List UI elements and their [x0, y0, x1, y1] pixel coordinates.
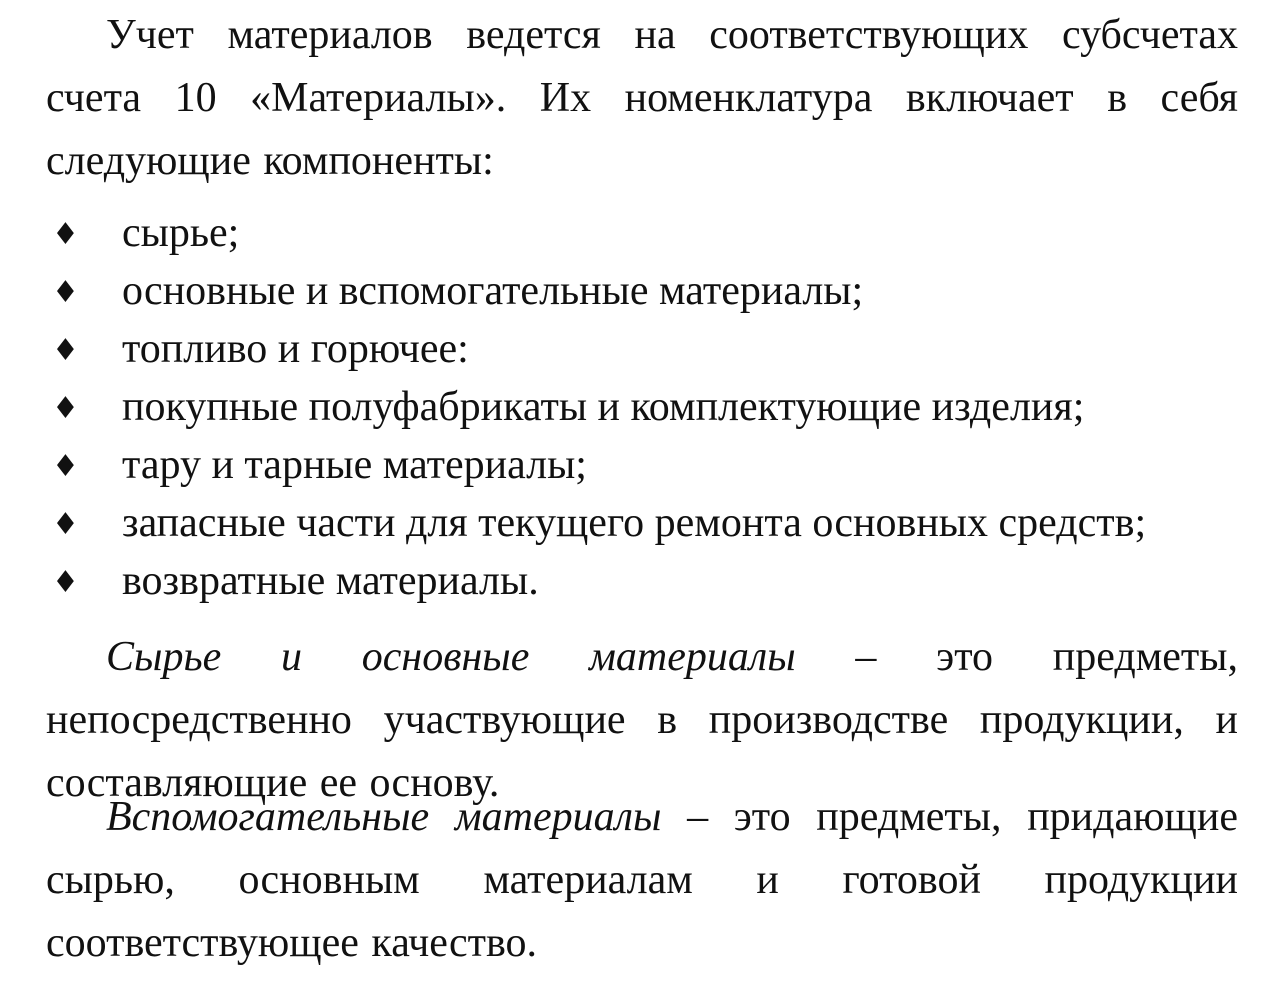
diamond-bullet-icon: ♦ — [52, 217, 79, 252]
diamond-bullet-icon: ♦ — [52, 565, 79, 600]
list-item-text: покупные полуфабрикаты и комплектующие изделия; — [122, 384, 1085, 430]
list-item-text: запасные части для текущего ремонта основных средств; — [122, 500, 1147, 546]
list-item-text: сырье; — [122, 210, 240, 256]
list-item — [46, 320, 1238, 378]
definition-term: Вспомогательные материалы — [106, 794, 662, 840]
list-item — [46, 494, 1238, 552]
diamond-bullet-icon: ♦ — [52, 507, 79, 542]
intro-paragraph: Учет материалов ведется на соответствующих субсчетах счета 10 «Материалы». Их номенклатура включает в себя следующие компоненты: — [46, 12, 1238, 184]
components-list — [46, 204, 1238, 610]
list-item-text: тару и тарные материалы; — [122, 442, 587, 488]
list-item — [46, 436, 1238, 494]
list-item — [46, 552, 1238, 610]
list-item-text: возвратные материалы. — [122, 558, 539, 604]
list-item — [46, 378, 1238, 436]
list-item-text: основные и вспомогательные материалы; — [122, 268, 864, 314]
definition-term: Сырье и основные материалы — [106, 634, 796, 680]
definition-auxiliary-materials — [46, 786, 1238, 975]
diamond-bullet-icon: ♦ — [52, 391, 79, 426]
diamond-bullet-icon: ♦ — [52, 333, 79, 368]
diamond-bullet-icon: ♦ — [52, 449, 79, 484]
diamond-bullet-icon: ♦ — [52, 275, 79, 310]
list-item — [46, 262, 1238, 320]
list-item-text: топливо и горючее: — [122, 326, 469, 372]
definition-text: – это предметы, непосредственно участвующие в производстве продукции, и составляющие ее основу. — [46, 634, 1238, 806]
list-item — [46, 204, 1238, 262]
definition-text: – это предметы, придающие сырью, основным материалам и готовой продукции соответствующее качество. — [46, 794, 1238, 966]
